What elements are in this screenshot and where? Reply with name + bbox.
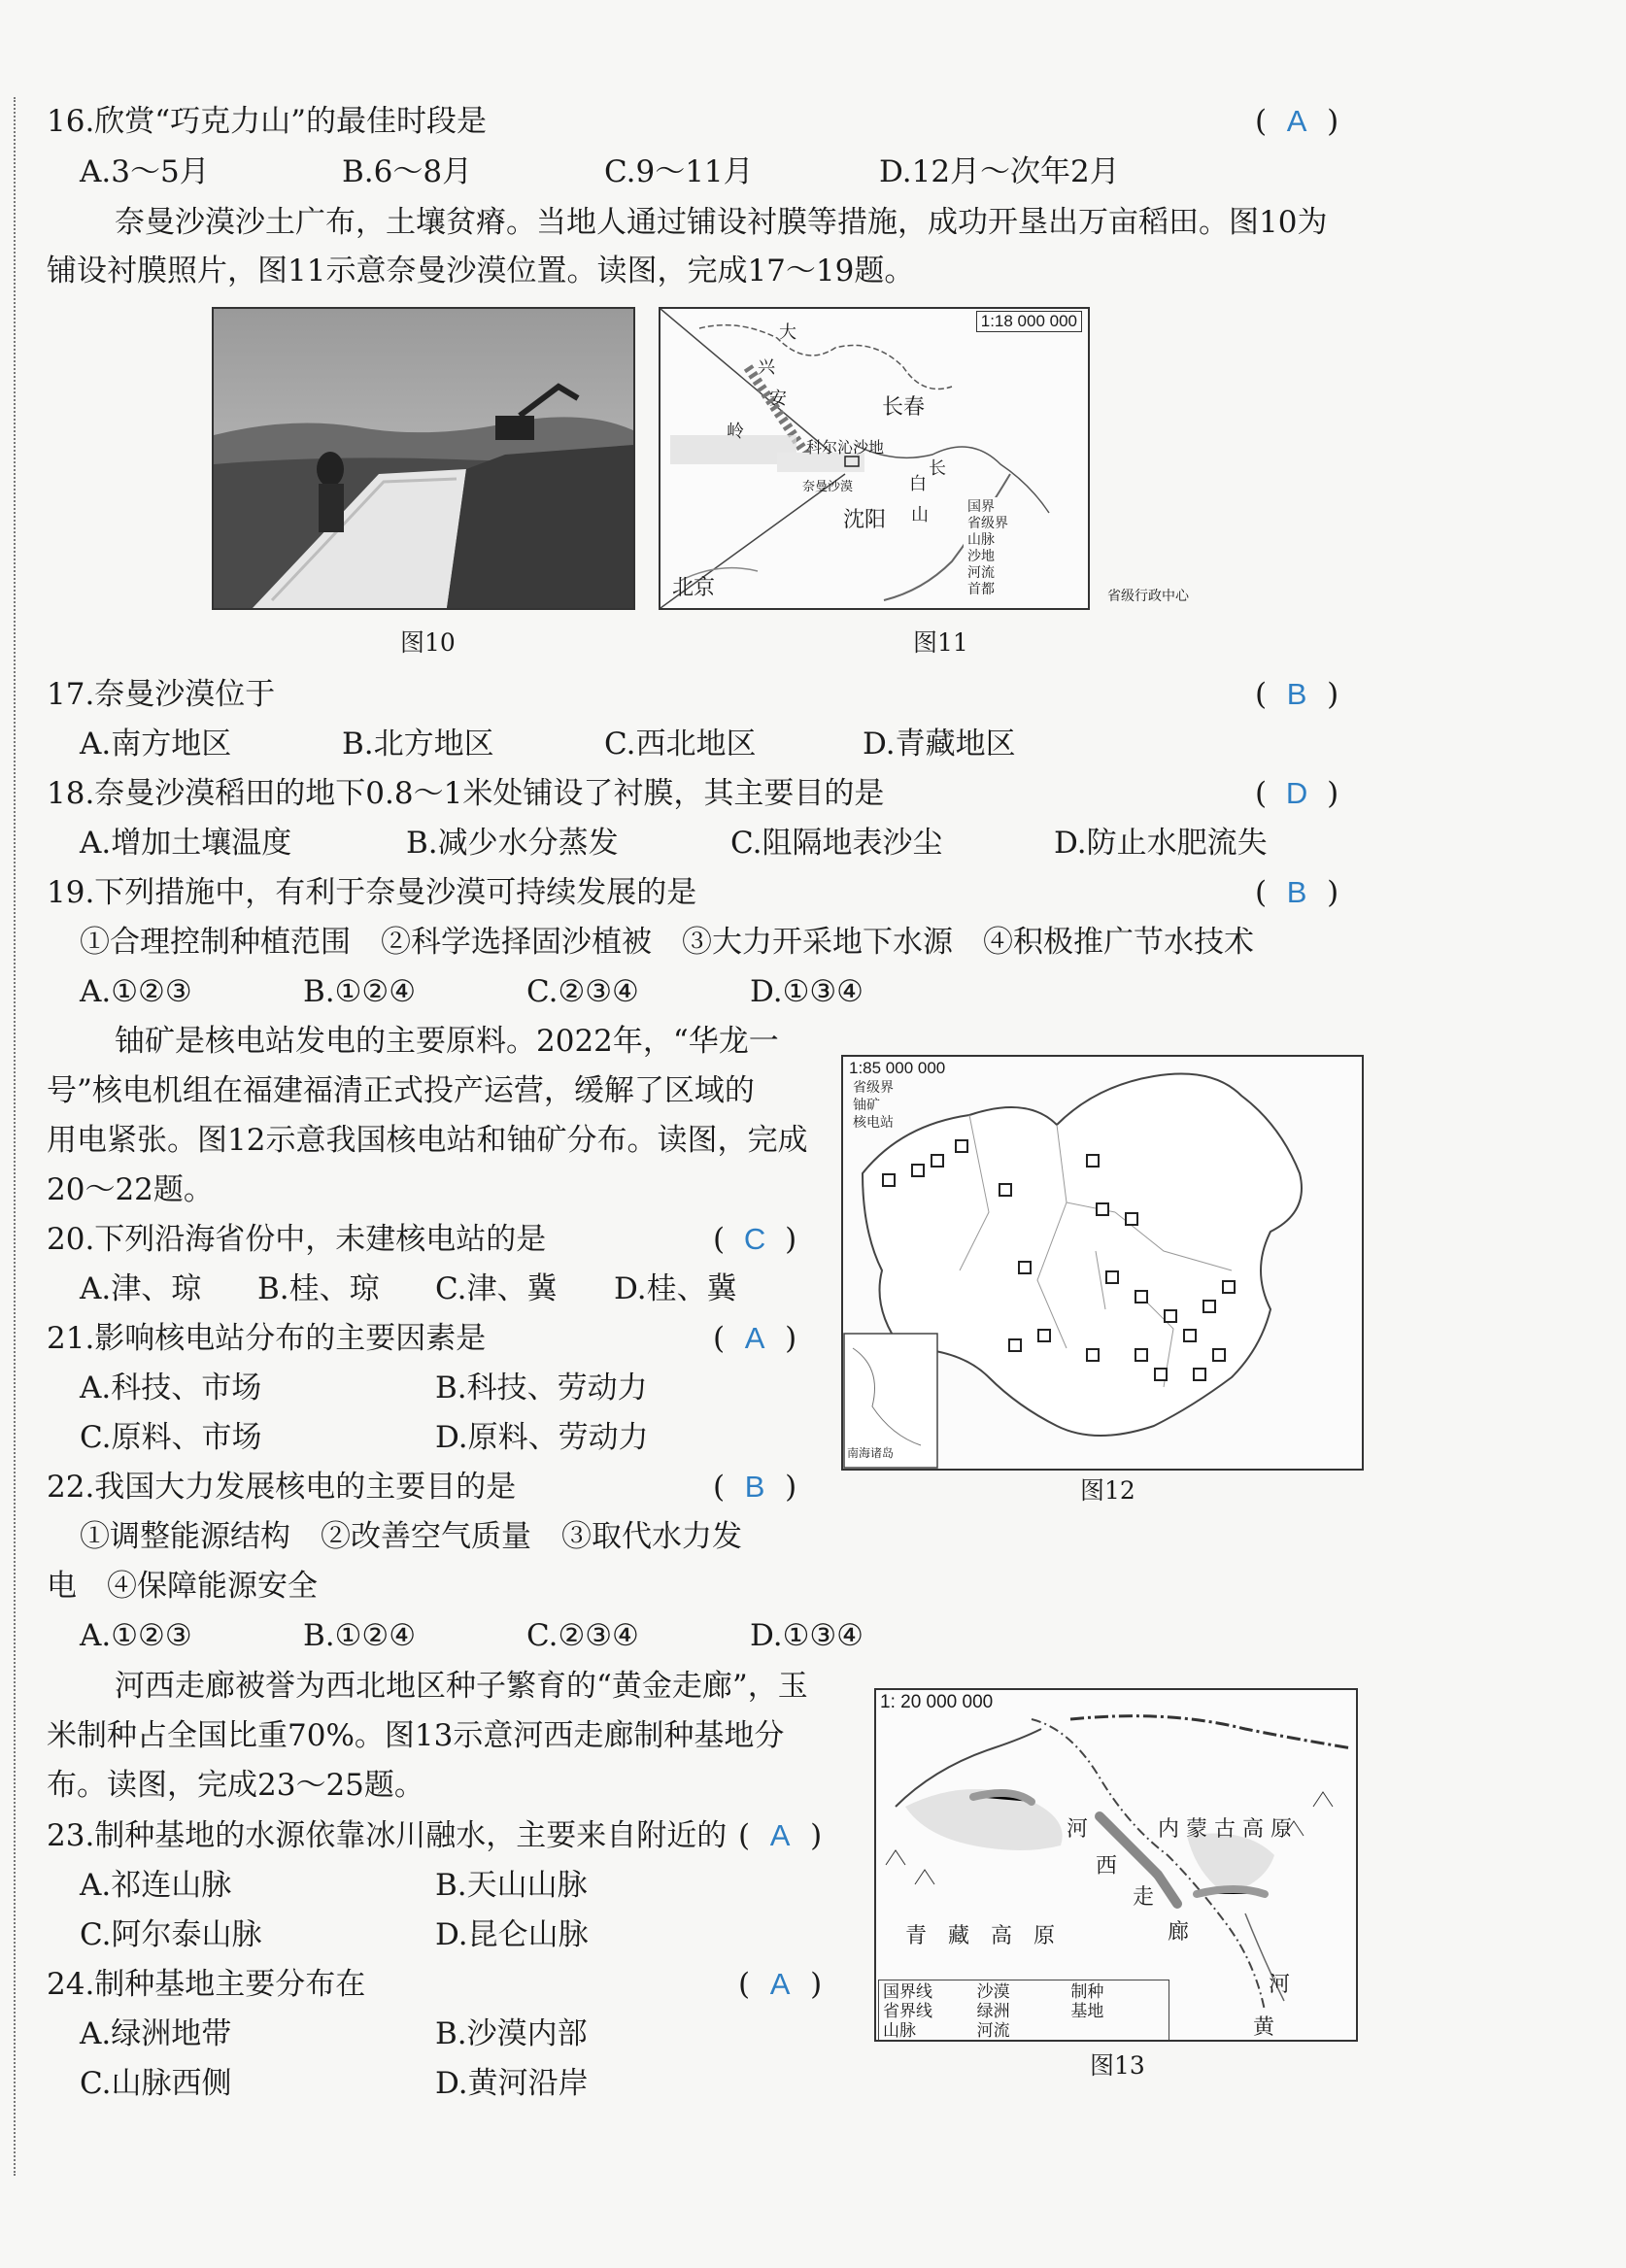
q19-answer: B (1286, 875, 1307, 909)
q22-option-d[interactable]: D.①③④ (750, 1618, 864, 1653)
fig11-label-kerqin: 科尔沁沙地 (806, 438, 885, 457)
nuclear-station-marker (1212, 1348, 1226, 1362)
q24-answer: A (769, 1967, 791, 2001)
q17-answer-box: ( B ) (1255, 677, 1339, 712)
fig11-legend (964, 497, 1012, 600)
q16-stem: 16.欣赏“巧克力山”的最佳时段是 (47, 104, 487, 139)
fig13-label-lang: 廊 (1168, 1920, 1190, 1945)
q18-answer-box: ( D ) (1255, 776, 1339, 811)
fig12-scale: 1:85 000 000 (849, 1059, 946, 1077)
fig13-legend (878, 1980, 1169, 2042)
fig13-label-he2: 河 (1269, 1973, 1291, 1997)
q18-option-c[interactable]: C.阻隔地表沙尘 (730, 826, 943, 861)
fig11-legend-provincial-center: 省级行政中心 (1107, 589, 1189, 604)
q20-option-c[interactable]: C.津、冀 (435, 1271, 558, 1306)
fig11-label-changchun: 长春 (882, 395, 926, 420)
fig13-legend-item: 国界线 (883, 1982, 932, 2002)
fig13-label-neimeng: 内 蒙 古 高 原 (1158, 1817, 1292, 1842)
passage1-line1: 奈曼沙漠沙土广布，土壤贫瘠。当地人通过铺设衬膜等措施，成功开垦出万亩稻田。图10为 (115, 205, 1328, 240)
fig12-legend-uranium: 铀矿 (853, 1098, 880, 1113)
q22-option-a[interactable]: A.①②③ (80, 1618, 192, 1653)
fig13-legend-item: 河流 (976, 2021, 1010, 2041)
q21-option-c[interactable]: C.原料、市场 (80, 1420, 262, 1455)
passage2-line4: 20～22题。 (47, 1172, 214, 1207)
nuclear-station-marker (1018, 1261, 1032, 1274)
fig11-label-shan: 山 (911, 505, 929, 525)
q24-option-a[interactable]: A.绿洲地带 (80, 2016, 232, 2051)
nuclear-station-marker (1164, 1309, 1177, 1323)
fig12-legend-nuclear: 核电站 (853, 1115, 894, 1131)
fig10-photo (212, 307, 635, 610)
fig11-legend-item: 首都 (967, 582, 995, 597)
passage1-line2: 铺设衬膜照片，图11示意奈曼沙漠位置。读图，完成17～19题。 (47, 254, 915, 288)
fig11-legend-item: 河流 (967, 565, 995, 581)
fig13-legend-item: 沙漠 (976, 1982, 1010, 2002)
fig11-label-an: 安 (769, 389, 787, 409)
passage2-line2: 号”核电机组在福建福清正式投产运营，缓解了区域的 (47, 1073, 755, 1108)
q19-option-a[interactable]: A.①②③ (80, 974, 192, 1009)
passage3-line1: 河西走廊被誉为西北地区种子繁育的“黄金走廊”，玉 (115, 1669, 808, 1704)
fig13-legend-item: 山脉 (883, 2021, 916, 2041)
fig12-map (841, 1055, 1364, 1471)
fig11-label-beijing: 北京 (672, 576, 716, 600)
q23-option-a[interactable]: A.祁连山脉 (80, 1868, 232, 1903)
fig11-label-da: 大 (779, 322, 796, 343)
nuclear-station-marker (955, 1139, 968, 1153)
passage2-line1: 铀矿是核电站发电的主要原料。2022年，“华龙一 (115, 1024, 779, 1059)
nuclear-station-marker (1135, 1290, 1148, 1303)
q24-option-c[interactable]: C.山脉西侧 (80, 2066, 232, 2101)
q16-option-b[interactable]: B.6～8月 (342, 154, 473, 189)
q18-option-a[interactable]: A.增加土壤温度 (80, 826, 292, 861)
q22-items-line2: 电 ④保障能源安全 (47, 1569, 318, 1604)
q24-option-d[interactable]: D.黄河沿岸 (435, 2066, 589, 2101)
nuclear-station-marker (1222, 1280, 1236, 1294)
q16-option-d[interactable]: D.12月～次年2月 (879, 154, 1120, 189)
q22-option-b[interactable]: B.①②④ (303, 1618, 417, 1653)
fig13-legend-item: 绿洲 (976, 2002, 1010, 2021)
fig11-legend-item: 山脉 (967, 532, 995, 548)
fig11-legend-item: 沙地 (967, 549, 995, 564)
q24-stem: 24.制种基地主要分布在 (47, 1967, 366, 2002)
fig11-legend-item: 省级界 (967, 516, 1008, 531)
q19-answer-box: ( B ) (1255, 875, 1339, 910)
fig12-map-drawing (843, 1057, 1362, 1469)
q21-stem: 21.影响核电站分布的主要因素是 (47, 1321, 487, 1356)
q23-answer-box: ( A ) (738, 1818, 823, 1853)
fig13-map (874, 1688, 1358, 2042)
fig11-label-ling: 岭 (727, 422, 744, 442)
nuclear-station-marker (1008, 1338, 1022, 1352)
fig11-label-shenyang: 沈阳 (843, 508, 887, 532)
fig10-caption: 图10 (400, 628, 456, 657)
q23-answer: A (769, 1818, 791, 1852)
q17-option-a[interactable]: A.南方地区 (80, 727, 232, 762)
fig11-scale: 1:18 000 000 (976, 311, 1082, 332)
q20-option-b[interactable]: B.桂、琼 (257, 1271, 380, 1306)
q22-answer: B (744, 1470, 765, 1504)
nuclear-station-marker (1086, 1154, 1100, 1168)
nuclear-station-marker (1096, 1202, 1109, 1216)
q18-option-b[interactable]: B.减少水分蒸发 (406, 826, 619, 861)
passage3-line3: 布。读图，完成23～25题。 (47, 1768, 424, 1803)
nuclear-station-marker (1193, 1368, 1206, 1381)
q24-answer-box: ( A ) (738, 1967, 823, 2002)
q17-answer: B (1286, 677, 1307, 711)
q22-option-c[interactable]: C.②③④ (526, 1618, 639, 1653)
nuclear-station-marker (1203, 1300, 1216, 1313)
fig13-label-huang: 黄 (1253, 2015, 1275, 2040)
q20-option-a[interactable]: A.津、琼 (80, 1271, 202, 1306)
nuclear-station-marker (1105, 1270, 1119, 1284)
q21-answer-box: ( A ) (713, 1321, 797, 1356)
fig11-label-naiman: 奈曼沙漠 (802, 480, 854, 494)
q17-stem: 17.奈曼沙漠位于 (47, 677, 276, 712)
q20-stem: 20.下列沿海省份中，未建核电站的是 (47, 1222, 547, 1257)
q21-option-b[interactable]: B.科技、劳动力 (435, 1371, 648, 1405)
q17-option-b[interactable]: B.北方地区 (342, 727, 494, 762)
fig10-photo-drawing (214, 309, 633, 608)
fig11-caption: 图11 (913, 628, 968, 657)
nuclear-station-marker (999, 1183, 1012, 1197)
q16-answer-box: ( A ) (1255, 104, 1339, 139)
fig11-label-bai: 白 (909, 474, 927, 494)
fig13-label-he: 河 (1067, 1817, 1089, 1842)
nuclear-station-marker (1135, 1348, 1148, 1362)
fig11-label-xing: 兴 (758, 357, 775, 378)
q19-stem: 19.下列措施中，有利于奈曼沙漠可持续发展的是 (47, 875, 697, 910)
nuclear-station-marker (1183, 1329, 1197, 1342)
passage3-line2: 米制种占全国比重70%。图13示意河西走廊制种基地分 (47, 1718, 785, 1753)
q23-option-b[interactable]: B.天山山脉 (435, 1868, 588, 1903)
nuclear-station-marker (1125, 1212, 1138, 1226)
q21-answer: A (744, 1321, 765, 1355)
q17-option-d[interactable]: D.青藏地区 (863, 727, 1016, 762)
fig11-legend-item: 国界 (967, 499, 995, 515)
q21-option-a[interactable]: A.科技、市场 (80, 1371, 262, 1405)
nuclear-station-marker (911, 1164, 925, 1177)
q19-option-b[interactable]: B.①②④ (303, 974, 417, 1009)
fig13-label-qingzang: 青 藏 高 原 (905, 1924, 1056, 1948)
q18-stem: 18.奈曼沙漠稻田的地下0.8～1米处铺设了衬膜，其主要目的是 (47, 776, 885, 811)
nuclear-station-marker (931, 1154, 944, 1168)
q20-option-d[interactable]: D.桂、冀 (614, 1271, 737, 1306)
fig13-scale: 1: 20 000 000 (880, 1692, 994, 1712)
fig11-label-chang: 长 (929, 458, 946, 479)
fig13-label-zou: 走 (1133, 1885, 1155, 1910)
q22-stem: 22.我国大力发展核电的主要目的是 (47, 1470, 517, 1505)
q22-items-line1: ①调整能源结构 ②改善空气质量 ③取代水力发 (80, 1519, 742, 1554)
q20-answer: C (743, 1222, 766, 1256)
fig13-caption: 图13 (1090, 2051, 1145, 2080)
fig11-map-drawing (661, 309, 1088, 608)
binding-margin-line (14, 97, 16, 2176)
q16-answer: A (1286, 104, 1307, 138)
nuclear-station-marker (1086, 1348, 1100, 1362)
q18-option-d[interactable]: D.防止水肥流失 (1054, 826, 1268, 861)
fig12-caption: 图12 (1080, 1476, 1135, 1505)
q18-answer: D (1285, 776, 1308, 810)
q17-option-c[interactable]: C.西北地区 (604, 727, 757, 762)
q20-answer-box: ( C ) (713, 1222, 797, 1257)
q23-stem: 23.制种基地的水源依靠冰川融水，主要来自附近的 (47, 1818, 728, 1853)
fig12-inset-label: 南海诸岛 (847, 1446, 895, 1460)
q16-option-c[interactable]: C.9～11月 (604, 154, 754, 189)
q24-option-b[interactable]: B.沙漠内部 (435, 2016, 588, 2051)
q19-items: ①合理控制种植范围 ②科学选择固沙植被 ③大力开采地下水源 ④积极推广节水技术 (80, 925, 1254, 960)
nuclear-station-marker (1154, 1368, 1168, 1381)
fig13-label-xi: 西 (1096, 1854, 1118, 1879)
nuclear-station-marker (882, 1173, 896, 1187)
fig13-legend-item: 制种 (1070, 1982, 1104, 2002)
passage2-line3: 用电紧张。图12示意我国核电站和铀矿分布。读图，完成 (47, 1123, 808, 1158)
q19-option-c[interactable]: C.②③④ (526, 974, 639, 1009)
q19-option-d[interactable]: D.①③④ (750, 974, 864, 1009)
q16-option-a[interactable]: A.3～5月 (80, 154, 210, 189)
q23-option-c[interactable]: C.阿尔泰山脉 (80, 1917, 262, 1952)
q21-option-d[interactable]: D.原料、劳动力 (435, 1420, 649, 1455)
nuclear-station-marker (1037, 1329, 1051, 1342)
fig11-map (659, 307, 1090, 610)
q22-answer-box: ( B ) (713, 1470, 797, 1505)
fig13-legend-item: 基地 (1070, 2002, 1104, 2021)
q23-option-d[interactable]: D.昆仑山脉 (435, 1917, 589, 1952)
fig13-legend-item: 省界线 (883, 2002, 932, 2021)
fig12-legend-border: 省级界 (853, 1080, 894, 1096)
